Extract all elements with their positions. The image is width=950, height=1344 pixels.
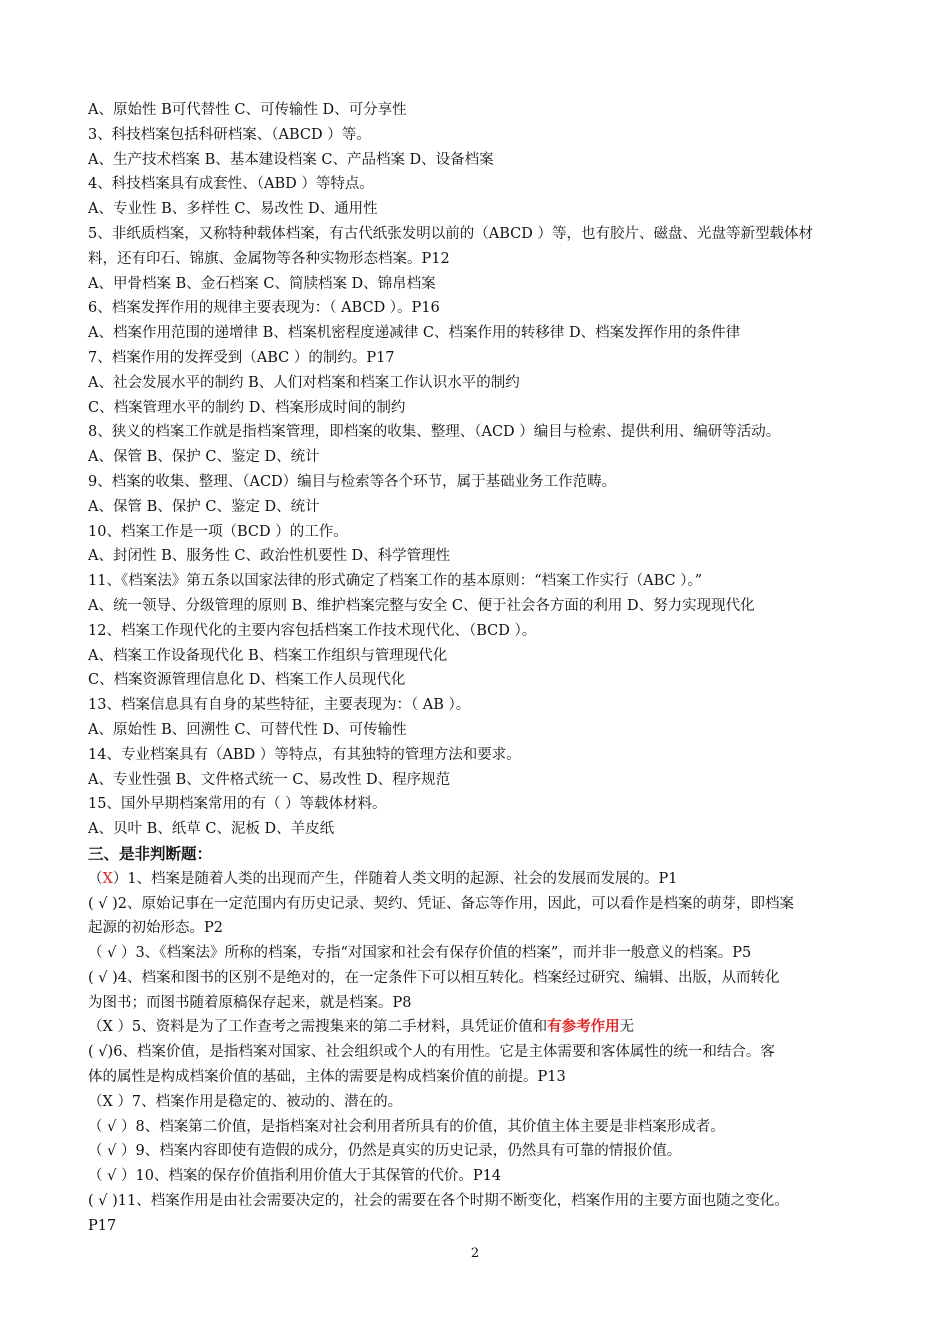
text-line: A、原始性 B、回溯性 C、可替代性 D、可传输性 [88,721,407,738]
text-line: A、专业性强 B、文件格式统一 C、易改性 D、程序规范 [88,771,451,788]
text-line: 3、科技档案包括科研档案、（ABCD ）等。 [88,126,371,143]
section-heading: 三、是非判断题： [88,844,213,863]
text-line: 8、狭义的档案工作就是指档案管理，即档案的收集、整理、（ACD ）编目与检索、提供利用、编研等活动。 [88,424,781,441]
judgment-item: （X ）5、资料是为了工作查考之需搜集来的第二手材料，具凭证价值和有参考作用无 [88,1018,635,1036]
judgment-item: （ √ ）3、《档案法》所称的档案，专指“对国家和社会有保存价值的档案”，而并非一般意义的档案。P5 [88,945,752,962]
text-line: 14、专业档案具有（ABD ）等特点，有其独特的管理方法和要求。 [88,746,521,763]
text-line: 10、档案工作是一项（BCD ）的工作。 [88,523,348,540]
judgment-text: ）3、《档案法》所称的档案，专指“对国家和社会有保存价值的档案”，而并非一般意义的档案。P5 [120,945,752,962]
text-line: A、档案工作设备现代化 B、档案工作组织与管理现代化 [88,647,448,664]
judgment-item: （ √ ）9、档案内容即使有造假的成分，仍然是真实的历史记录，仍然具有可靠的情报价值。 [88,1143,682,1160]
judgment-item: （ √ ）8、档案第二价值，是指档案对社会利用者所具有的价值，其价值主体主要是非档案形成者。 [88,1118,725,1135]
text-line: 5、非纸质档案，又称特种载体档案，有古代纸张发明以前的（ABCD ）等，也有胶片、磁盘、光盘等新型载体材 [88,225,813,242]
page-number: 2 [470,1246,480,1261]
judgment-mark: √ [98,1193,108,1210]
judgment-mark: √ [107,1118,117,1135]
judgment-continuation: 起源的初始形态。P2 [88,920,223,937]
text-line: C、档案管理水平的制约 D、档案形成时间的制约 [88,399,406,416]
text-line: 9、档案的收集、整理、（ACD）编目与检索等各个环节，属于基础业务工作范畴。 [88,473,617,490]
judgment-mark: √ [107,945,117,962]
text-line: A、专业性 B、多样性 C、易改性 D、通用性 [88,201,378,218]
judgment-text: )11、档案作用是由社会需要决定的，社会的需要在各个时期不断变化，档案作用的主要方面也随之变化。 [112,1193,789,1210]
judgment-item: ( √ )4、档案和图书的区别不是绝对的，在一定条件下可以相互转化。档案经过研究、编辑、出版，从而转化 [88,969,780,986]
judgment-mark: X [102,1093,113,1110]
text-line: A、社会发展水平的制约 B、人们对档案和档案工作认识水平的制约 [88,374,520,391]
text-line: A、保管 B、保护 C、鉴定 D、统计 [88,449,320,466]
judgment-tail: 无 [619,1019,635,1036]
text-line: 11、《档案法》第五条以国家法律的形式确定了档案工作的基本原则：“档案工作实行（ABC ）。” [88,573,703,590]
judgment-text: ）5、资料是为了工作查考之需搜集来的第二手材料，具凭证价值和 [117,1019,548,1036]
judgment-mark: √ [107,1168,117,1185]
judgment-item: （X）1、档案是随着人类的出现而产生，伴随着人类文明的起源、社会的发展而发展的。P1 [88,870,678,887]
judgment-mark: √ [98,895,108,912]
judgment-text: )2、原始记事在一定范围内有历史记录、契约、凭证、备忘等作用，因此，可以看作是档案的萌芽，即档案 [112,895,795,912]
judgment-text: ）10、档案的保存价值指利用价值大于其保管的代价。P14 [120,1168,502,1185]
judgment-mark: X [102,1019,113,1036]
text-line: 13、档案信息具有自身的某些特征，主要表现为：（ AB ）。 [88,697,471,714]
judgment-mark: X [102,870,113,887]
text-line: 15、国外早期档案常用的有（ ）等载体材料。 [88,796,387,813]
judgment-mark: √ [98,1044,108,1061]
text-line: A、统一领导、分级管理的原则 B、维护档案完整与安全 C、便于社会各方面的利用 D、努力实现现代化 [88,597,755,614]
text-line: A、甲骨档案 B、金石档案 C、简牍档案 D、锦帛档案 [88,275,436,292]
judgment-mark: √ [107,1143,117,1160]
text-line: 12、档案工作现代化的主要内容包括档案工作技术现代化、（BCD ）。 [88,622,537,639]
judgment-item: ( √)6、档案价值，是指档案对国家、社会组织或个人的有用性。它是主体需要和客体属性的统一和结合。客 [88,1044,775,1061]
judgment-item: ( √ )2、原始记事在一定范围内有历史记录、契约、凭证、备忘等作用，因此，可以看作是档案的萌芽，即档案 [88,895,795,912]
text-line: A、保管 B、保护 C、鉴定 D、统计 [88,498,320,515]
text-line: 7、档案作用的发挥受到（ABC ）的制约。P17 [88,349,395,366]
text-line: 4、科技档案具有成套性、（ABD ）等特点。 [88,176,374,193]
judgment-continuation: 体的属性是构成档案价值的基础，主体的需要是构成档案价值的前提。P13 [88,1069,566,1086]
judgment-text: ）9、档案内容即使有造假的成分，仍然是真实的历史记录，仍然具有可靠的情报价值。 [120,1143,682,1160]
judgment-text: )4、档案和图书的区别不是绝对的，在一定条件下可以相互转化。档案经过研究、编辑、出版，从而转化 [112,969,780,986]
text-line: 6、档案发挥作用的规律主要表现为：（ ABCD ）。P16 [88,300,440,317]
text-line: A、档案作用范围的递增律 B、档案机密程度递减律 C、档案作用的转移律 D、档案发挥作用的条件律 [88,325,741,342]
judgment-item: ( √ )11、档案作用是由社会需要决定的，社会的需要在各个时期不断变化，档案作用的主要方面也随之变化。 [88,1193,789,1210]
text-line: A、生产技术档案 B、基本建设档案 C、产品档案 D、设备档案 [88,151,494,168]
judgment-text: ）1、档案是随着人类的出现而产生，伴随着人类文明的起源、社会的发展而发展的。P1 [112,870,678,887]
text-line: A、封闭性 B、服务性 C、政治性机要性 D、科学管理性 [88,548,451,565]
highlight-text: 有参考作用 [547,1018,620,1036]
text-line: A、原始性 B可代替性 C、可传输性 D、可分享性 [88,102,407,118]
judgment-item: （ √ ）10、档案的保存价值指利用价值大于其保管的代价。P14 [88,1168,502,1185]
text-line: 料，还有印石、锦旗、金属物等各种实物形态档案。P12 [88,250,450,267]
judgment-text: ）7、档案作用是稳定的、被动的、潜在的。 [117,1093,403,1110]
judgment-text: )6、档案价值，是指档案对国家、社会组织或个人的有用性。它是主体需要和客体属性的统一和结合。客 [107,1044,775,1061]
text-line: C、档案资源管理信息化 D、档案工作人员现代化 [88,672,406,689]
judgment-item: （X ）7、档案作用是稳定的、被动的、潜在的。 [88,1093,403,1110]
judgment-continuation: 为图书；而图书随着原稿保存起来，就是档案。P8 [88,994,412,1011]
text-line: A、贝叶 B、纸草 C、泥板 D、羊皮纸 [88,821,335,838]
judgment-continuation: P17 [88,1217,117,1234]
document-page [88,98,878,1239]
judgment-mark: √ [98,969,108,986]
judgment-text: ）8、档案第二价值，是指档案对社会利用者所具有的价值，其价值主体主要是非档案形成者。 [120,1118,725,1135]
